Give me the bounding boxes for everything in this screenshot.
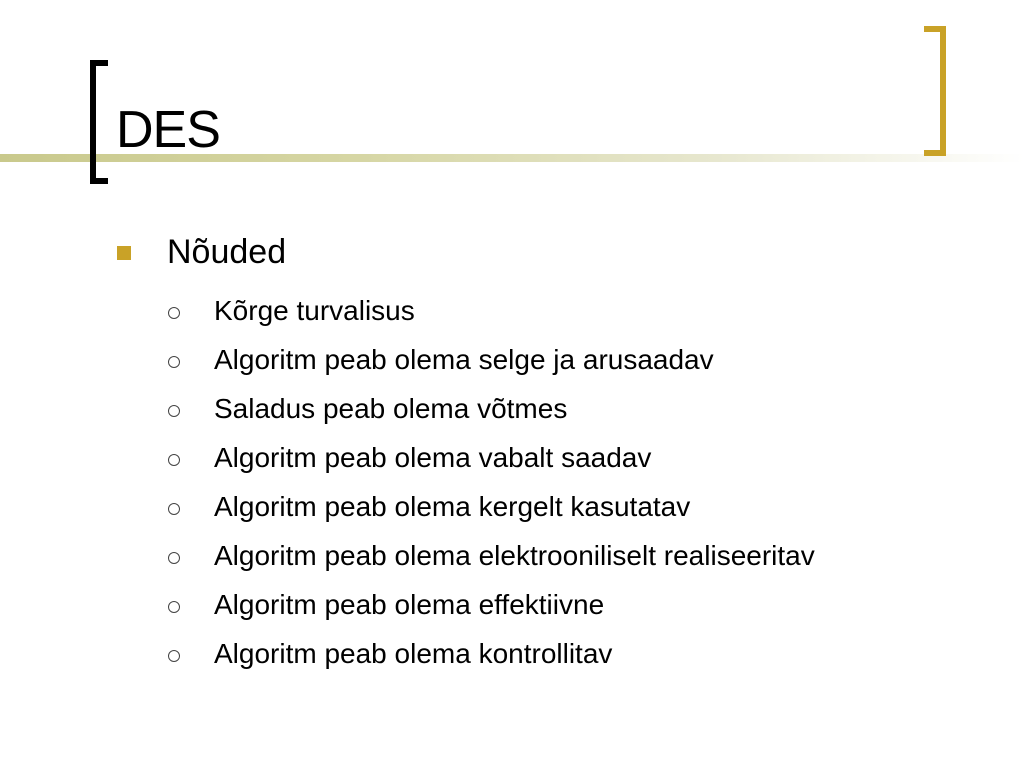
sub-bullet-text: Kõrge turvalisus bbox=[214, 294, 415, 326]
sub-bullet-item bbox=[168, 531, 815, 580]
circle-bullet-icon bbox=[168, 405, 180, 417]
bullet-item bbox=[117, 232, 286, 272]
sub-bullet-text: Saladus peab olema võtmes bbox=[214, 392, 568, 424]
sub-bullet-item bbox=[168, 482, 815, 531]
sub-bullet-item bbox=[168, 433, 815, 482]
circle-bullet-icon bbox=[168, 356, 180, 368]
circle-bullet-icon bbox=[168, 552, 180, 564]
circle-bullet-icon bbox=[168, 307, 180, 319]
slide-title: DES bbox=[116, 101, 220, 159]
circle-bullet-icon bbox=[168, 601, 180, 613]
sub-bullet-list bbox=[168, 286, 815, 678]
sub-bullet-item bbox=[168, 629, 815, 678]
sub-bullet-text: Algoritm peab olema kontrollitav bbox=[214, 637, 613, 669]
sub-bullet-text: Algoritm peab olema kergelt kasutatav bbox=[214, 490, 691, 522]
sub-bullet-item bbox=[168, 335, 815, 384]
sub-bullet-text: Algoritm peab olema effektiivne bbox=[214, 588, 605, 620]
sub-bullet-text: Algoritm peab olema selge ja arusaadav bbox=[214, 343, 714, 375]
sub-bullet-item bbox=[168, 286, 815, 335]
circle-bullet-icon bbox=[168, 650, 180, 662]
sub-bullet-text: Algoritm peab olema vabalt saadav bbox=[214, 441, 652, 473]
bullet-text: Nõuded bbox=[167, 233, 287, 271]
square-bullet-icon bbox=[117, 246, 131, 260]
circle-bullet-icon bbox=[168, 454, 180, 466]
circle-bullet-icon bbox=[168, 503, 180, 515]
sub-bullet-text: Algoritm peab olema elektrooniliselt realiseeritav bbox=[214, 539, 815, 571]
sub-bullet-item bbox=[168, 580, 815, 629]
sub-bullet-item bbox=[168, 384, 815, 433]
